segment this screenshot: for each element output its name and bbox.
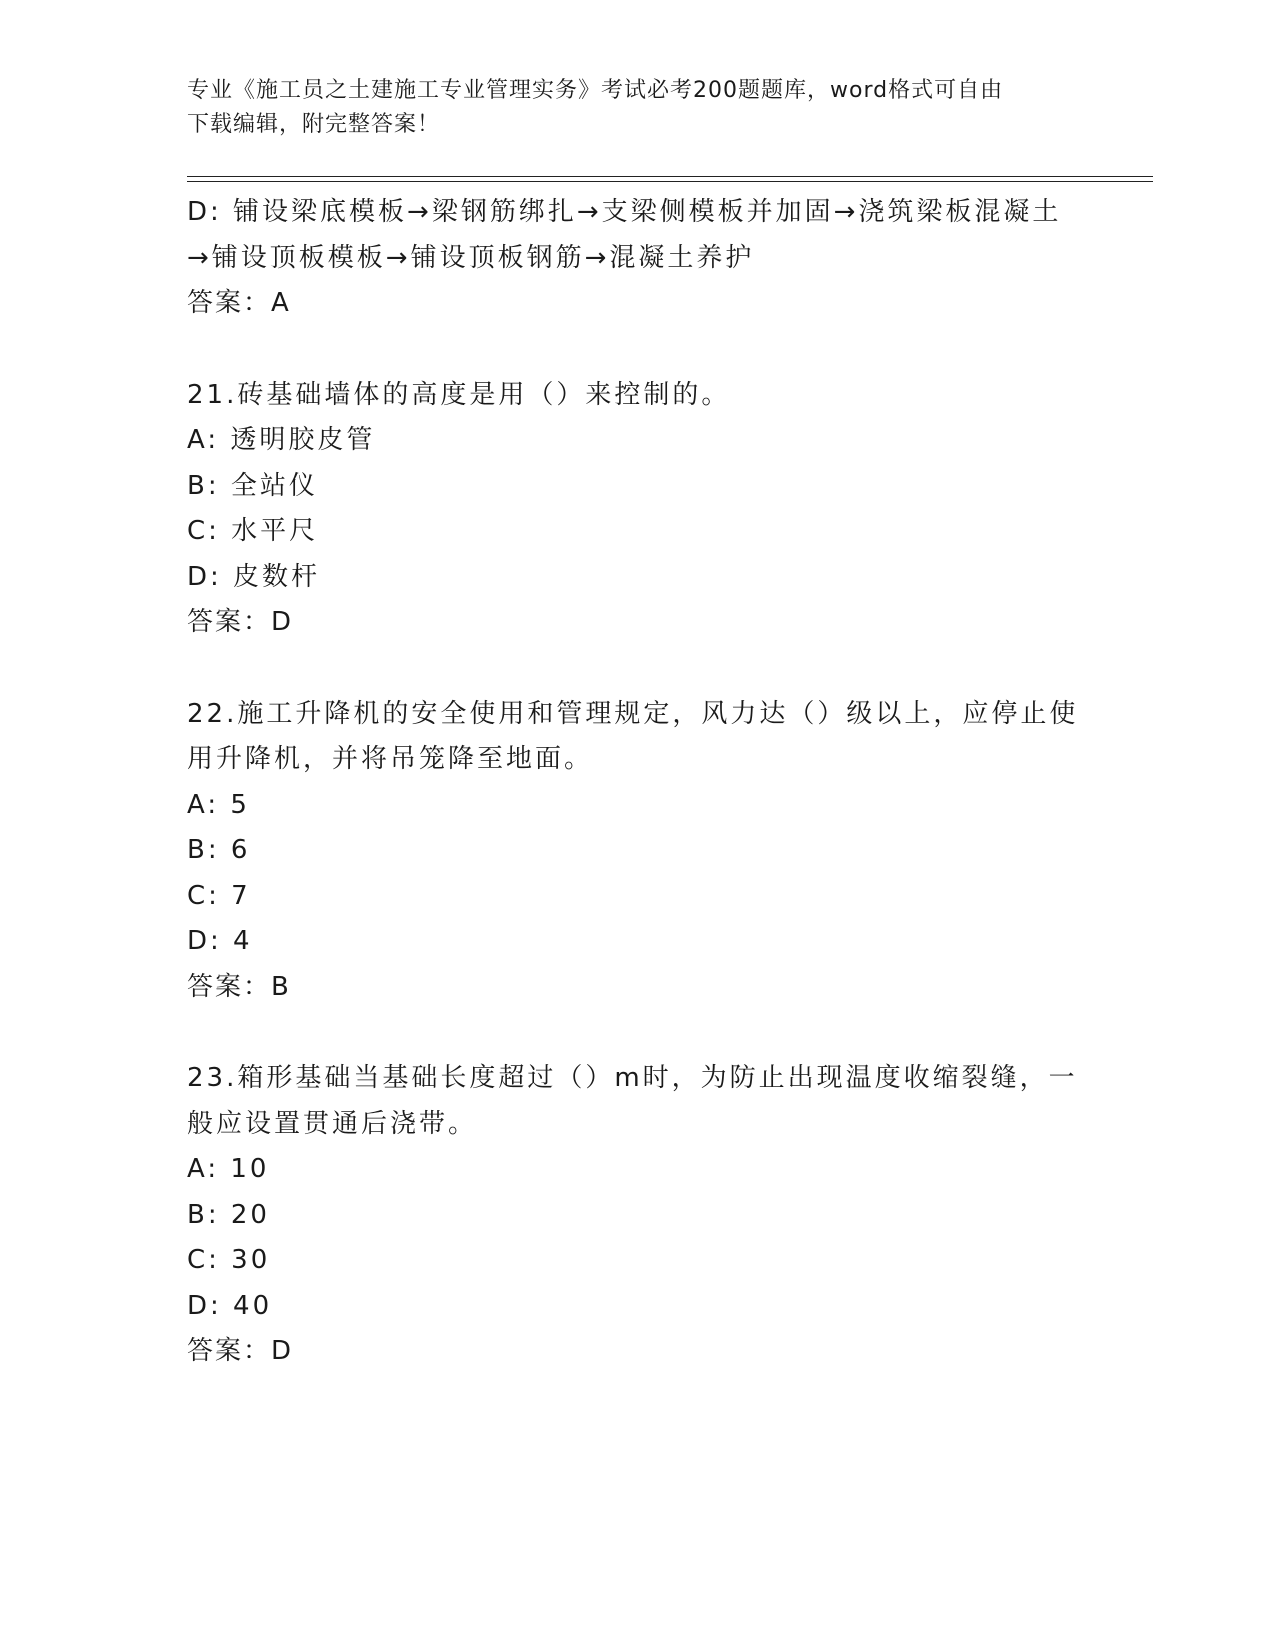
- option-b: B: 全站仪: [187, 470, 318, 501]
- option-d: D: 40: [187, 1290, 273, 1321]
- spacer: [187, 646, 1087, 692]
- header-line-2: 下载编辑，附完整答案！: [187, 112, 441, 137]
- option-d-continued: →铺设顶板模板→铺设顶板钢筋→混凝土养护: [187, 242, 755, 273]
- option-b: B: 6: [187, 835, 251, 865]
- option-c: C: 7: [187, 880, 251, 911]
- option-b: B: 20: [187, 1199, 270, 1230]
- answer: 答案：D: [187, 1336, 294, 1366]
- question-20-continued: [187, 190, 1087, 327]
- header-line-1: 专业《施工员之土建施工专业管理实务》考试必考200题题库，word格式可自由: [187, 78, 1004, 103]
- question-stem: 22.施工升降机的安全使用和管理规定，风力达（）级以上，应停止使: [187, 698, 1079, 729]
- header-divider-thin: [187, 181, 1153, 182]
- header-divider-thick: [187, 176, 1153, 177]
- answer: 答案：A: [187, 288, 291, 318]
- question-stem: 21.砖基础墙体的高度是用（）来控制的。: [187, 379, 731, 410]
- option-d: D: 皮数杆: [187, 561, 321, 592]
- answer: 答案：D: [187, 607, 294, 637]
- spacer: [187, 327, 1087, 373]
- question-stem-continued: 般应设置贯通后浇带。: [187, 1108, 478, 1139]
- spacer: [187, 1010, 1087, 1056]
- answer: 答案：B: [187, 971, 291, 1002]
- question-stem-continued: 用升降机，并将吊笼降至地面。: [187, 744, 594, 774]
- option-d: D: 4: [187, 926, 253, 956]
- question-content: [187, 190, 1087, 1375]
- option-d: D: 铺设梁底模板→梁钢筋绑扎→支梁侧模板并加固→浇筑梁板混凝土: [187, 197, 1062, 227]
- question-21: [187, 373, 1087, 646]
- question-22: [187, 692, 1087, 1011]
- option-c: C: 30: [187, 1245, 271, 1275]
- option-a: A: 透明胶皮管: [187, 425, 376, 455]
- option-c: C: 水平尺: [187, 516, 319, 546]
- option-a: A: 5: [187, 789, 250, 820]
- question-23: [187, 1056, 1087, 1375]
- document-header: [187, 74, 1067, 142]
- question-stem: 23.箱形基础当基础长度超过（）m时，为防止出现温度收缩裂缝，一: [187, 1063, 1078, 1093]
- option-a: A: 10: [187, 1154, 270, 1184]
